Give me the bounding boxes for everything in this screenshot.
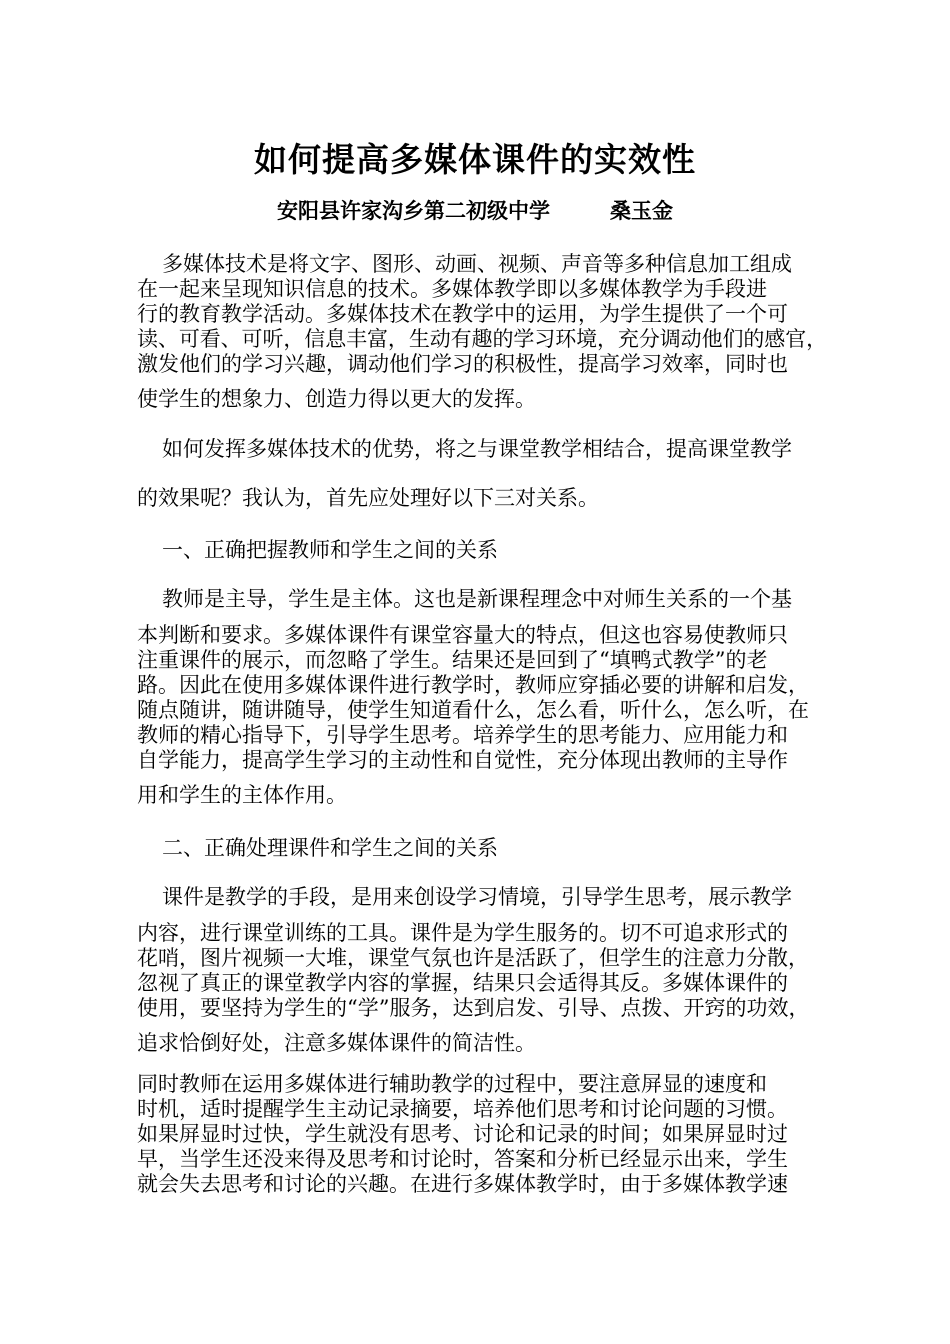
section-heading-text: 二、正确处理课件和学生之间的关系	[162, 836, 498, 860]
text-line: 教师是主导，学生是主体。这也是新课程理念中对师生关系的一个基	[162, 587, 792, 611]
text-line: 本判断和要求。多媒体课件有课堂容量大的特点，但这也容易使教师只	[137, 623, 788, 647]
paragraph-question	[137, 437, 827, 511]
text-line: 如何发挥多媒体技术的优势，将之与课堂教学相结合，提高课堂教学	[162, 437, 792, 461]
school-name: 安阳县许家沟乡第二初级中学	[277, 198, 550, 223]
paragraph-intro	[137, 252, 827, 412]
text-line: 路。因此在使用多媒体课件进行教学时，教师应穿插必要的讲解和启发，	[137, 673, 809, 697]
paragraph-display-timing	[137, 1072, 827, 1197]
text-line: 追求恰倒好处，注意多媒体课件的简洁性。	[137, 1031, 536, 1055]
text-line: 使用，要坚持为学生的“学”服务，达到启发、引导、点拨、开窍的功效，	[137, 996, 810, 1020]
text-line: 内容，进行课堂训练的工具。课件是为学生服务的。切不可追求形式的	[137, 921, 788, 945]
text-line: 时机，适时提醒学生主动记录摘要，培养他们思考和讨论问题的习惯。	[137, 1097, 788, 1121]
author-name: 桑玉金	[610, 198, 673, 223]
section-heading-1	[137, 538, 827, 563]
section-heading-text: 一、正确把握教师和学生之间的关系	[162, 538, 498, 562]
text-line: 的效果呢？我认为，首先应处理好以下三对关系。	[137, 486, 599, 510]
section-heading-2	[137, 836, 827, 861]
text-line: 自学能力，提高学生学习的主动性和自觉性，充分体现出教师的主导作	[137, 748, 788, 772]
text-line: 在一起来呈现知识信息的技术。多媒体教学即以多媒体教学为手段进	[137, 277, 767, 301]
text-line: 早，当学生还没来得及思考和讨论时，答案和分析已经显示出来，学生	[137, 1147, 788, 1171]
paragraph-teacher-student	[137, 587, 827, 808]
text-line: 随点随讲，随讲随导，使学生知道看什么，怎么看，听什么，怎么听，在	[137, 698, 809, 722]
text-line: 多媒体技术是将文字、图形、动画、视频、声音等多种信息加工组成	[162, 252, 792, 276]
text-line: 读、可看、可听，信息丰富，生动有趣的学习环境，充分调动他们的感官，	[137, 327, 828, 351]
text-line: 使学生的想象力、创造力得以更大的发挥。	[137, 387, 536, 411]
text-line: 激发他们的学习兴趣，调动他们学习的积极性，提高学习效率，同时也	[137, 352, 788, 376]
text-line: 就会失去思考和讨论的兴趣。在进行多媒体教学时，由于多媒体教学速	[137, 1172, 788, 1196]
text-line: 行的教育教学活动。多媒体技术在教学中的运用，为学生提供了一个可	[137, 302, 788, 326]
text-line: 注重课件的展示，而忽略了学生。结果还是回到了“填鸭式教学”的老	[137, 648, 768, 672]
text-line: 课件是教学的手段，是用来创设学习情境，引导学生思考，展示教学	[162, 885, 792, 909]
text-line: 教师的精心指导下，引导学生思考。培养学生的思考能力、应用能力和	[137, 723, 788, 747]
document-title: 如何提高多媒体课件的实效性	[254, 140, 696, 179]
text-line: 花哨，图片视频一大堆，课堂气氛也许是活跃了，但学生的注意力分散，	[137, 946, 809, 970]
paragraph-courseware-student	[137, 885, 827, 1056]
text-line: 同时教师在运用多媒体进行辅助教学的过程中，要注意屏显的速度和	[137, 1072, 767, 1096]
text-line: 用和学生的主体作用。	[137, 783, 347, 807]
text-line: 忽视了真正的课堂教学内容的掌握，结果只会适得其反。多媒体课件的	[137, 971, 788, 995]
byline	[0, 196, 950, 226]
text-line: 如果屏显时过快，学生就没有思考、讨论和记录的时间；如果屏显时过	[137, 1122, 788, 1146]
